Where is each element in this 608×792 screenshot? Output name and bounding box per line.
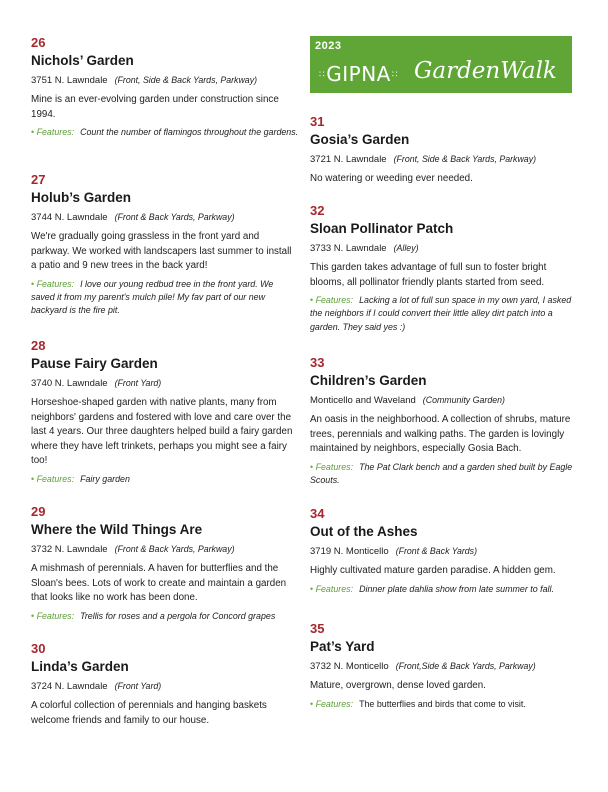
garden-address-line (31, 377, 299, 390)
garden-address-line (310, 660, 578, 673)
garden-description: No watering or weeding ever needed. (310, 173, 473, 184)
bullet-icon: • (31, 473, 37, 484)
garden-number: 30 (31, 641, 46, 656)
garden-address: Monticello and Waveland (310, 395, 416, 406)
garden-address-line (310, 153, 578, 166)
garden-location: (Front & Back Yards, Parkway) (114, 212, 235, 222)
garden-description: Horseshoe-shaped garden with native plants, many from neighbors' gardens and fostered with love and care over the last 4 years. Our three daughters helped build a fairy garden where they have left trinkets, perhaps you might see a fairy too! (31, 397, 293, 467)
features-text: The butterflies and birds that come to visit. (359, 698, 526, 709)
features-text: Fairy garden (80, 473, 130, 484)
garden-location: (Front & Back Yards, Parkway) (114, 544, 235, 554)
garden-features (31, 473, 299, 486)
garden-address: 3724 N. Lawndale (31, 681, 108, 692)
grid-dots-icon: ∷ (319, 70, 326, 80)
garden-description: This garden takes advantage of full sun to foster bright blooms, all pollinator friendly plants started from seed. (310, 262, 547, 288)
gardenwalk-banner (310, 36, 572, 93)
features-text: The Pat Clark bench and a garden shed built by Eagle Scouts. (310, 461, 573, 485)
garden-location: (Front,Side & Back Yards, Parkway) (395, 661, 536, 671)
garden-number: 32 (310, 203, 325, 218)
garden-address: 3721 N. Lawndale (310, 154, 387, 165)
bullet-icon: • (31, 127, 37, 138)
features-text: Count the number of flamingos throughout the gardens. (80, 127, 299, 138)
garden-address: 3732 N. Lawndale (31, 544, 108, 555)
banner-year: 2023 (315, 40, 342, 52)
bullet-icon: • (310, 583, 316, 594)
garden-address-line (310, 545, 578, 558)
garden-number: 31 (310, 114, 325, 129)
garden-entry (310, 114, 578, 187)
banner-org: GIPNA (326, 62, 391, 86)
garden-entry (310, 506, 578, 596)
features-label: Features: (36, 278, 75, 289)
grid-dots-icon: ∷ (391, 70, 399, 80)
garden-name: Linda’s Garden (31, 659, 129, 674)
banner-org-logo (318, 62, 399, 86)
garden-name: Pause Fairy Garden (31, 356, 158, 371)
garden-name: Out of the Ashes (310, 524, 418, 539)
garden-entry (310, 621, 578, 711)
garden-number: 34 (310, 506, 325, 521)
garden-location: (Front, Side & Back Yards, Parkway) (393, 154, 537, 164)
garden-address-line (31, 74, 299, 87)
garden-name: Children’s Garden (310, 373, 427, 388)
garden-address-line (310, 394, 578, 407)
garden-description: A colorful collection of perennials and hanging baskets welcome friends and family to our house. (31, 700, 267, 726)
garden-description: A mishmash of perennials. A haven for butterflies and the Sloan's bees. Lots of work to create and maintain a garden that looks like no work has been done. (31, 563, 287, 604)
garden-location: (Alley) (393, 243, 419, 253)
features-label: Features: (36, 610, 75, 621)
features-label: Features: (315, 583, 354, 594)
garden-features (310, 583, 578, 596)
garden-features (31, 126, 299, 139)
garden-features (310, 698, 578, 711)
garden-features (310, 294, 578, 334)
bullet-icon: • (31, 610, 37, 621)
garden-name: Pat’s Yard (310, 639, 375, 654)
features-label: Features: (315, 295, 354, 306)
garden-number: 27 (31, 172, 46, 187)
garden-entry (31, 338, 299, 486)
garden-number: 29 (31, 504, 46, 519)
garden-location: (Front & Back Yards) (395, 546, 478, 556)
bullet-icon: • (310, 295, 316, 306)
garden-address: 3733 N. Lawndale (310, 243, 387, 254)
garden-address-line (31, 543, 299, 556)
features-label: Features: (36, 473, 75, 484)
garden-entry (31, 504, 299, 623)
features-text: I love our young redbud tree in the front yard. We saved it from my parent's mulch pile! My fav part of our new backyard is the fire pit. (31, 278, 274, 316)
garden-name: Holub’s Garden (31, 190, 132, 205)
features-label: Features: (36, 127, 75, 138)
features-text: Dinner plate dahlia show from late summer to fall. (359, 583, 554, 594)
garden-entry (31, 172, 299, 317)
features-text: Lacking a lot of full sun space in my own yard, I asked the neighbors if I could convert their little alley dirt patch into a garden. They said yes :) (310, 295, 572, 332)
bullet-icon: • (31, 278, 37, 289)
garden-number: 28 (31, 338, 46, 353)
features-label: Features: (315, 461, 354, 472)
garden-address: 3732 N. Monticello (310, 661, 389, 672)
garden-address-line (310, 242, 578, 255)
garden-number: 26 (31, 35, 46, 50)
garden-address: 3740 N. Lawndale (31, 378, 108, 389)
garden-name: Gosia’s Garden (310, 132, 410, 147)
garden-description: Highly cultivated mature garden paradise. A hidden gem. (310, 565, 556, 576)
garden-description: We're gradually going grassless in the front yard and parkway. We worked with landscapers last summer to install a patio and 9 new trees in the back yard! (31, 231, 292, 272)
garden-description: Mine is an ever-evolving garden under construction since 1994. (31, 94, 279, 120)
garden-name: Nichols’ Garden (31, 53, 134, 68)
garden-entry (310, 355, 578, 487)
garden-address: 3751 N. Lawndale (31, 75, 108, 86)
garden-description: Mature, overgrown, dense loved garden. (310, 680, 486, 691)
garden-location: (Community Garden) (422, 395, 505, 405)
features-label: Features: (315, 698, 354, 709)
garden-address-line (31, 680, 299, 693)
garden-address: 3719 N. Monticello (310, 546, 389, 557)
garden-entry (310, 203, 578, 334)
garden-entry (31, 35, 299, 139)
garden-entry (31, 641, 299, 728)
bullet-icon: • (310, 461, 316, 472)
garden-location: (Front, Side & Back Yards, Parkway) (114, 75, 258, 85)
garden-name: Where the Wild Things Are (31, 522, 203, 537)
features-text: Trellis for roses and a pergola for Concord grapes (80, 610, 276, 621)
garden-location: (Front Yard) (114, 681, 162, 691)
garden-description: An oasis in the neighborhood. A collection of shrubs, mature trees, perennials and walking paths. The garden is lovingly maintained by neighbors, especially Gosia Bach. (310, 414, 571, 455)
garden-features (31, 610, 299, 623)
banner-title: GardenWalk (414, 58, 557, 84)
garden-number: 35 (310, 621, 325, 636)
garden-number: 33 (310, 355, 325, 370)
garden-features (310, 461, 578, 487)
garden-name: Sloan Pollinator Patch (310, 221, 454, 236)
garden-location: (Front Yard) (114, 378, 162, 388)
garden-features (31, 278, 299, 318)
bullet-icon: • (310, 698, 316, 709)
garden-address: 3744 N. Lawndale (31, 212, 108, 223)
garden-address-line (31, 211, 299, 224)
